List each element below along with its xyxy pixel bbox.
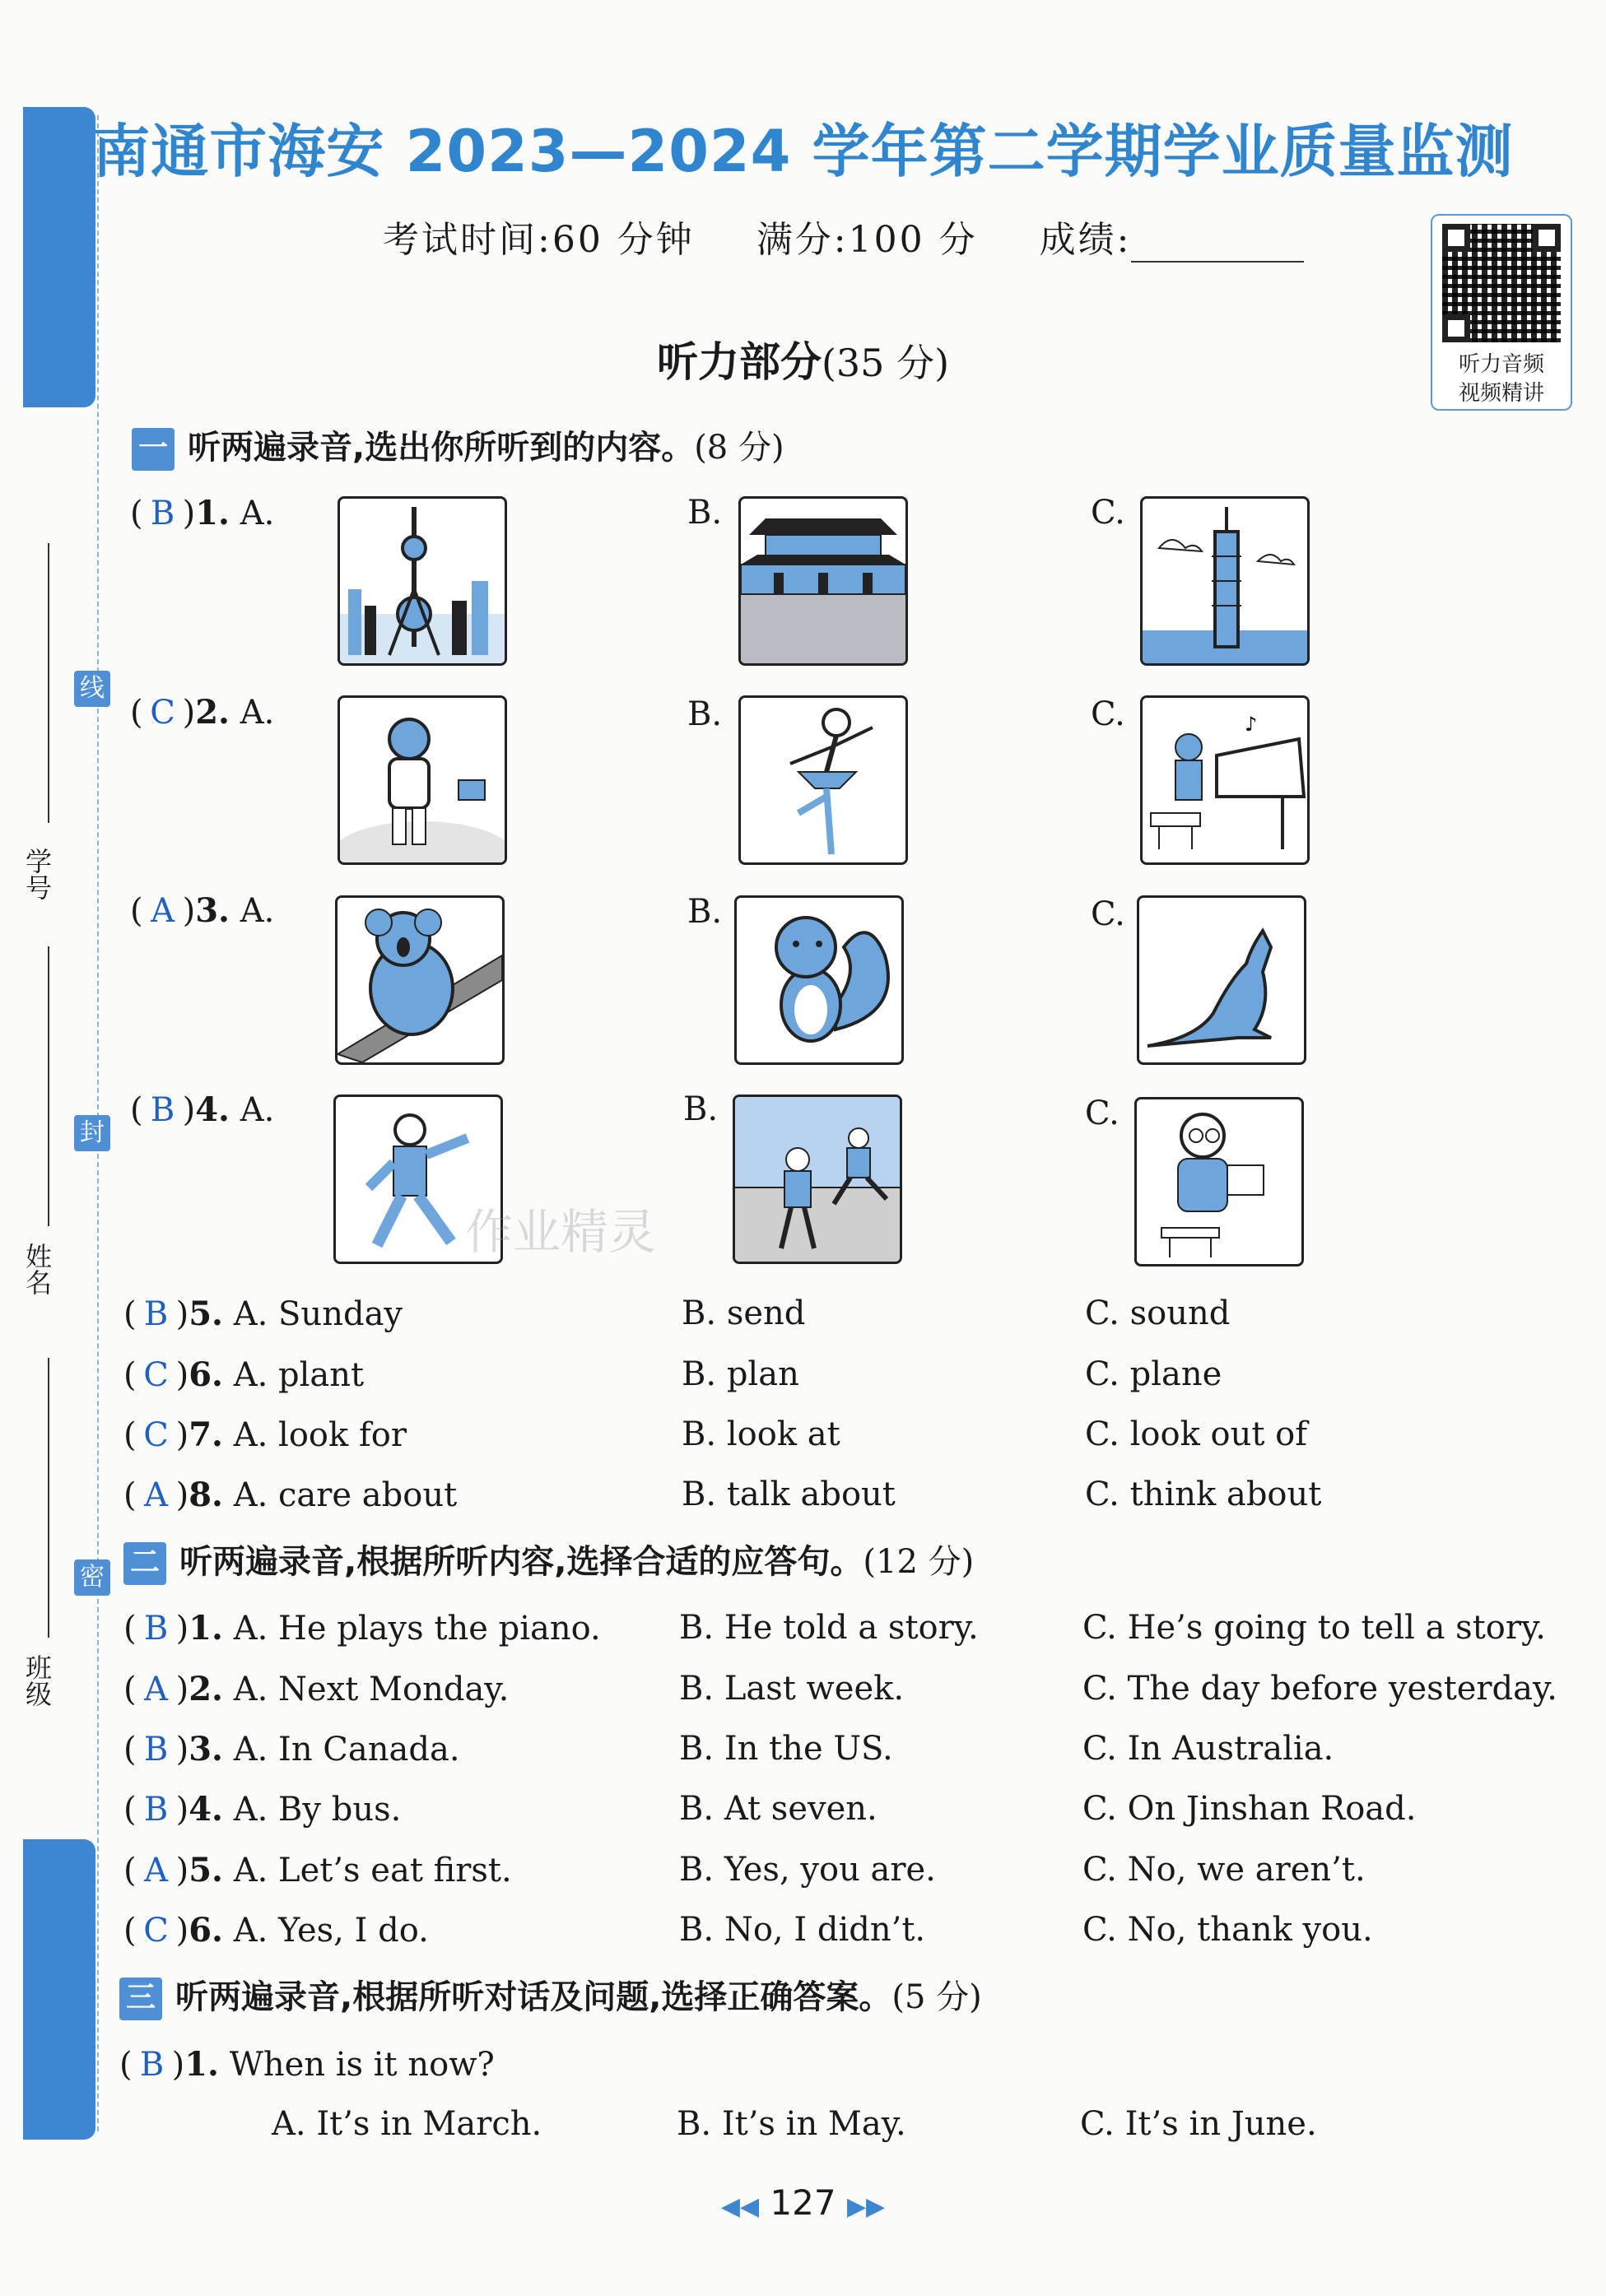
answer-mark: B <box>150 1091 175 1129</box>
question-number: 3. <box>195 891 230 930</box>
question-row: ( B )1. A. <box>130 494 275 532</box>
answer-mark: B <box>143 1791 169 1829</box>
section-name: 听力部分 <box>656 338 822 386</box>
option-text: In the US. <box>724 1730 893 1768</box>
option-letter: C. <box>1082 1730 1117 1768</box>
pianist-icon[interactable] <box>1140 695 1310 865</box>
option-a: Let’s eat first. <box>278 1852 512 1889</box>
full-score: 满分:100 分 <box>756 219 978 261</box>
option-c <box>1085 1476 1321 1513</box>
seal-xian: 线 <box>74 671 110 707</box>
option-a: By bus. <box>278 1791 402 1829</box>
taipei-101-icon[interactable] <box>1140 496 1310 666</box>
option-letter: A. <box>233 1356 268 1394</box>
section-title <box>0 329 1606 388</box>
ballet-dancer-icon[interactable] <box>738 695 908 865</box>
option-text: think about <box>1129 1476 1322 1513</box>
option-letter: B. <box>679 1609 715 1647</box>
question-number: 1. <box>184 2045 219 2084</box>
option-b <box>679 1730 893 1768</box>
astronaut-icon[interactable] <box>337 695 507 865</box>
part-1-heading <box>132 421 784 471</box>
option-c <box>1082 1609 1546 1647</box>
option-c <box>1082 1851 1366 1889</box>
option-text: On Jinshan Road. <box>1127 1790 1417 1828</box>
left-arrows-icon: ◀◀ <box>720 2192 760 2221</box>
option-letter: C. <box>1085 1476 1120 1513</box>
qr-caption-1: 听力音频 <box>1458 352 1544 377</box>
question-row: ( C )6. A. plant <box>123 1355 365 1394</box>
option-text: talk about <box>726 1476 896 1513</box>
option-a: Sunday <box>278 1295 403 1333</box>
part-3-heading <box>119 1971 982 2020</box>
option-text: He’s going to tell a story. <box>1127 1609 1546 1647</box>
option-letter: A. <box>233 1295 268 1333</box>
question-number: 5. <box>189 1851 223 1889</box>
option-b <box>682 1476 896 1513</box>
question-row: ( B )3. A. In Canada. <box>123 1730 460 1768</box>
option-letter: A. <box>240 694 275 732</box>
option-letter: A. <box>233 1731 268 1768</box>
option-letter: A. <box>272 2105 306 2143</box>
score-blank[interactable] <box>1131 231 1304 263</box>
part-2-badge: 二 <box>123 1542 166 1585</box>
question-row: ( B )1. When is it now? <box>119 2045 495 2084</box>
question-number: 2. <box>189 1670 223 1708</box>
part-2-text: 听两遍录音,根据所听内容,选择合适的应答句。 <box>179 1543 864 1581</box>
question-number: 7. <box>189 1415 223 1454</box>
option-a: care about <box>278 1476 458 1514</box>
question-number: 8. <box>189 1476 223 1514</box>
option-c <box>1082 1730 1334 1768</box>
answer-mark: A <box>144 1476 169 1514</box>
answer-mark: B <box>143 1731 169 1768</box>
option-text: It’s in June. <box>1124 2105 1317 2143</box>
option-a: He plays the piano. <box>278 1610 601 1648</box>
question-number: 5. <box>189 1294 223 1333</box>
question-number: 6. <box>189 1355 223 1394</box>
page-number: 127 <box>770 2182 836 2223</box>
option-letter: B. <box>687 893 723 931</box>
class-line <box>48 1358 49 1638</box>
question-number: 1. <box>189 1609 223 1648</box>
question-text: When is it now? <box>229 2046 495 2084</box>
option-letter: A. <box>233 1416 268 1454</box>
option-letter: C. <box>1091 895 1125 933</box>
option-letter: A. <box>240 495 275 532</box>
option-letter: C. <box>1091 695 1125 733</box>
question-row: ( C )7. A. look for <box>123 1415 407 1454</box>
option-letter: B. <box>679 1730 715 1768</box>
option-letter: A. <box>233 1610 268 1648</box>
option-b <box>682 1355 799 1393</box>
koala-icon[interactable] <box>335 895 505 1065</box>
exam-time: 考试时间:60 分钟 <box>383 219 695 261</box>
option-text: It’s in May. <box>721 2105 906 2143</box>
part-1-text: 听两遍录音,选出你所听到的内容。 <box>188 429 695 467</box>
option-letter: B. <box>679 1790 715 1828</box>
question-row: ( B )4. A. By bus. <box>123 1790 402 1829</box>
option-b <box>679 1911 925 1949</box>
part-2-points: (12 分) <box>863 1543 975 1581</box>
part-2-heading <box>123 1536 974 1585</box>
answer-mark: A <box>151 892 175 930</box>
option-text: sound <box>1129 1294 1231 1332</box>
question-row: ( C )6. A. Yes, I do. <box>123 1911 429 1950</box>
option-text: He told a story. <box>724 1609 979 1647</box>
option-b <box>679 1851 936 1889</box>
student-id-line <box>48 543 49 823</box>
option-letter: C. <box>1082 1609 1117 1647</box>
option-b <box>682 1415 840 1453</box>
answer-mark: C <box>143 1356 169 1394</box>
exam-info <box>383 210 1352 263</box>
tiananmen-icon[interactable] <box>738 496 908 666</box>
answer-mark: B <box>139 2046 165 2084</box>
answer-mark: B <box>150 495 175 532</box>
option-letter: C. <box>1085 1355 1120 1393</box>
option-text: No, I didn’t. <box>724 1911 926 1949</box>
option-c <box>1082 1911 1373 1949</box>
question-row: ( A )2. A. Next Monday. <box>123 1670 510 1708</box>
option-c <box>1085 1294 1230 1332</box>
option-c <box>1082 1790 1416 1828</box>
part-3-badge: 三 <box>119 1978 162 2020</box>
option-letter: B. <box>682 1294 717 1332</box>
watermark: 作业精灵 <box>465 1204 657 1260</box>
part-1-points: (8 分) <box>694 429 784 467</box>
option-text: look out of <box>1129 1415 1308 1453</box>
option-letter: A. <box>233 1852 268 1889</box>
option-letter: B. <box>687 494 723 532</box>
question-number: 2. <box>195 693 230 732</box>
answer-mark: C <box>143 1912 169 1950</box>
question-number: 4. <box>195 1090 230 1129</box>
reading-man-icon[interactable] <box>1134 1097 1304 1267</box>
option-text: At seven. <box>724 1790 877 1828</box>
option-letter: A. <box>233 1791 268 1829</box>
option-c <box>1085 1415 1307 1453</box>
question-row: ( A )3. A. <box>130 891 275 930</box>
seal-feng: 封 <box>74 1115 110 1151</box>
option-b <box>679 1670 904 1708</box>
part-3-text: 听两遍录音,根据所听对话及问题,选择正确答案。 <box>175 1978 892 2016</box>
name-label: 姓名 <box>21 1243 53 1295</box>
page-footer <box>0 2182 1606 2223</box>
svg-text:♪: ♪ <box>1245 713 1258 736</box>
score-label: 成绩: <box>1039 219 1132 261</box>
seal-mi: 密 <box>74 1559 110 1596</box>
option-letter: A. <box>233 1671 268 1708</box>
option-letter: C. <box>1082 1790 1117 1828</box>
question-number: 6. <box>189 1911 223 1950</box>
side-tab-bottom <box>23 1839 95 2140</box>
option-b <box>679 1609 979 1647</box>
option-letter: A. <box>233 1912 268 1950</box>
class-label: 班级 <box>21 1654 53 1707</box>
option-letter: A. <box>233 1476 268 1514</box>
option-letter: C. <box>1080 2105 1115 2143</box>
part-1-badge: 一 <box>132 428 175 471</box>
option-a: plant <box>278 1356 365 1394</box>
option-a: Next Monday. <box>278 1671 510 1708</box>
option-a: In Canada. <box>278 1731 460 1768</box>
student-id-label: 学号 <box>21 848 53 900</box>
option-letter: B. <box>679 1670 715 1708</box>
option-text: plan <box>726 1355 799 1393</box>
option-text: No, we aren’t. <box>1127 1851 1366 1889</box>
question-row: ( B )1. A. He plays the piano. <box>123 1609 601 1648</box>
option-letter: C. <box>1082 1851 1117 1889</box>
option-text: It’s in March. <box>316 2105 542 2143</box>
qr-caption-2: 视频精讲 <box>1458 381 1544 406</box>
right-arrows-icon: ▶▶ <box>846 2192 886 2221</box>
option-letter: B. <box>683 1090 719 1128</box>
option-a <box>272 2105 542 2143</box>
option-text: Yes, you are. <box>724 1851 936 1889</box>
option-letter: B. <box>679 1911 715 1949</box>
option-letter: C. <box>1082 1911 1117 1949</box>
option-letter: B. <box>687 695 723 733</box>
option-letter: B. <box>677 2105 712 2143</box>
answer-mark: A <box>144 1671 169 1708</box>
question-number: 1. <box>195 494 230 532</box>
kangaroo-icon[interactable] <box>1137 895 1306 1065</box>
option-c <box>1082 1670 1557 1708</box>
option-text: Last week. <box>724 1670 905 1708</box>
name-line <box>48 946 49 1226</box>
answer-mark: A <box>144 1852 169 1889</box>
option-letter: C. <box>1082 1670 1117 1708</box>
answer-mark: B <box>143 1295 169 1333</box>
question-row: ( B )5. A. Sunday <box>123 1294 403 1333</box>
option-text: look at <box>726 1415 840 1453</box>
squirrel-icon[interactable] <box>734 895 904 1065</box>
question-number: 4. <box>189 1790 223 1829</box>
section-points: (35 分) <box>821 341 950 385</box>
option-letter: B. <box>682 1355 717 1393</box>
option-letter: C. <box>1085 1415 1120 1453</box>
option-b <box>679 1790 877 1828</box>
option-letter: C. <box>1085 1294 1120 1332</box>
option-b <box>682 1294 805 1332</box>
option-letter: A. <box>240 892 275 930</box>
option-text: send <box>726 1294 806 1332</box>
option-text: In Australia. <box>1127 1730 1334 1768</box>
option-letter: B. <box>682 1415 717 1453</box>
question-row: ( A )5. A. Let’s eat first. <box>123 1851 512 1889</box>
option-a: look for <box>278 1416 407 1454</box>
part-3-points: (5 分) <box>891 1978 982 2016</box>
oriental-pearl-tower-icon[interactable] <box>337 496 507 666</box>
option-c <box>1080 2105 1317 2143</box>
option-text: No, thank you. <box>1127 1911 1373 1949</box>
option-letter: B. <box>679 1851 715 1889</box>
answer-mark: C <box>143 1416 169 1454</box>
option-a: Yes, I do. <box>278 1912 429 1950</box>
option-b <box>677 2105 906 2143</box>
option-letter: B. <box>682 1476 717 1513</box>
option-c <box>1085 1355 1222 1393</box>
page-title: 南通市海安 2023—2024 学年第二学期学业质量监测 <box>92 118 1514 185</box>
option-letter: A. <box>240 1091 275 1129</box>
option-letter: C. <box>1085 1095 1120 1132</box>
question-row: ( A )8. A. care about <box>123 1476 458 1514</box>
running-people-icon[interactable] <box>733 1095 902 1264</box>
answer-mark: C <box>150 694 175 732</box>
question-row: ( B )4. A. <box>130 1090 275 1129</box>
question-number: 3. <box>189 1730 223 1768</box>
option-letter: C. <box>1091 494 1125 532</box>
question-row: ( C )2. A. <box>130 693 275 732</box>
answer-mark: B <box>143 1610 169 1648</box>
option-text: The day before yesterday. <box>1127 1670 1558 1708</box>
option-text: plane <box>1129 1355 1222 1393</box>
